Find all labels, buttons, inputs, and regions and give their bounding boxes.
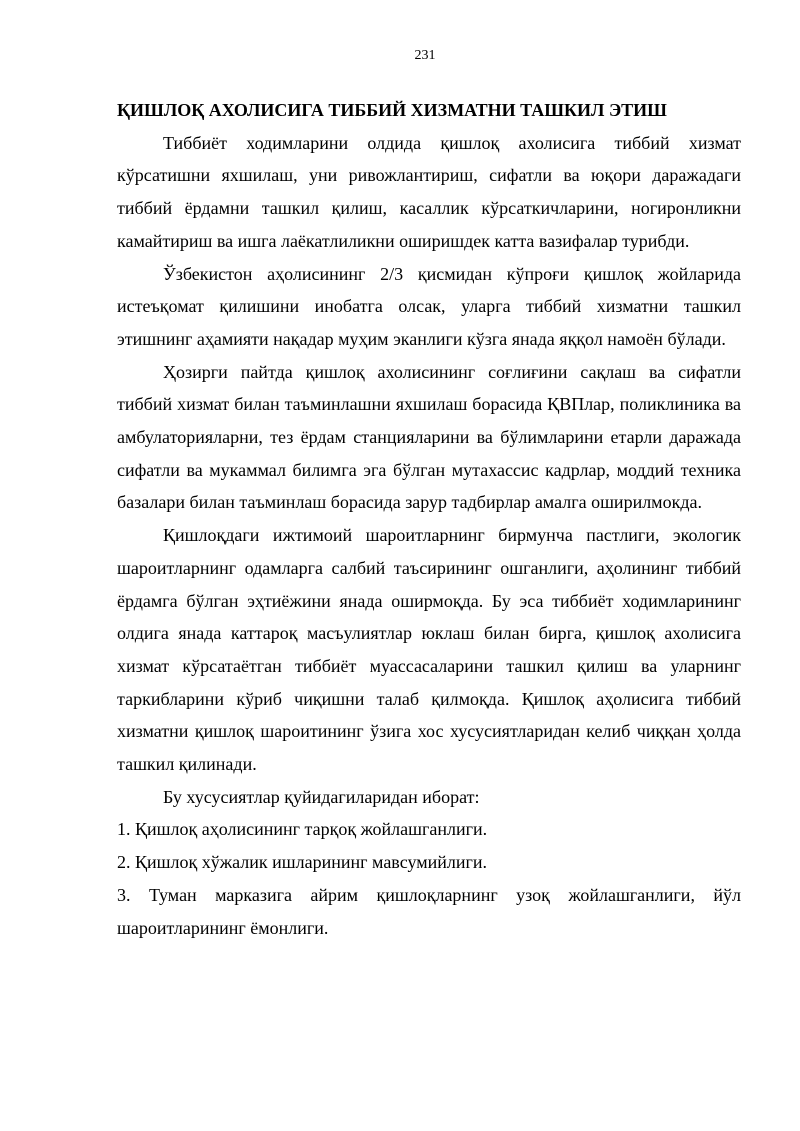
paragraph-4: Қишлоқдаги ижтимоий шароитларнинг бирмунча пастлиги, экологик шароитларнинг одамларга салбий таъсирининг ошганлиги, аҳолининг тиббий ёрдамга бўлган эҳтиёжини янада оширмоқда. Бу эса тиббиёт ходимларининг олдига янада каттароқ масъулиятлар юклаш билан бирга, қишлоқ ахолисига хизмат кўрсатаётган тиббиёт муассасаларини ташкил қилиш ва уларнинг таркибларини кўриб чиқишни талаб қилмоқда. Қишлоқ аҳолисига тиббий хизматни қишлоқ шароитининг ўзига хос хусусиятларидан келиб чиққан ҳолда ташкил қилинади. — [117, 525, 741, 775]
paragraph-5: Бу хусусиятлар қуйидагиларидан иборат: — [163, 786, 480, 807]
list-item: 3. Туман марказига айрим қишлоқларнинг узоқ жойлашганлиги, йўл шароитларининг ёмонлиги. — [117, 884, 741, 938]
document-body — [117, 94, 741, 944]
paragraph-1: Тиббиёт ходимларини олдида қишлоқ ахолисига тиббий хизмат кўрсатишни яхшилаш, уни ривожлантириш, сифатли ва юқори даражадаги тиббий ёрдамни ташкил қилиш, касаллик кўрсаткичларини, ногиронликни камайтириш ва ишга лаёкатлиликни оширишдек катта вазифалар турибди. — [117, 132, 741, 251]
paragraph-2: Ўзбекистон аҳолисининг 2/3 қисмидан кўпроғи қишлоқ жойларида истеъқомат қилишини инобатга олсак, уларга тиббий хизматни ташкил этишнинг аҳамияти нақадар муҳим эканлиги кўзга янада яққол намоён бўлади. — [117, 263, 741, 349]
list-item: 1. Қишлоқ аҳолисининг тарқоқ жойлашганлиги. — [117, 819, 488, 840]
document-title: ҚИШЛОҚ АХОЛИСИГА ТИББИЙ ХИЗМАТНИ ТАШКИЛ ЭТИШ — [117, 100, 667, 120]
page-number: 231 — [414, 48, 436, 63]
list-item: 2. Қишлоқ хўжалик ишларининг мавсумийлиги. — [117, 852, 488, 873]
paragraph-3: Ҳозирги пайтда қишлоқ ахолисининг соғлиғини сақлаш ва сифатли тиббий хизмат билан таъминлашни яхшилаш борасида ҚВПлар, поликлиника ва амбулаторияларни, тез ёрдам станцияларини ва бўлимларини етарли даражада сифатли ва мукаммал билимга эга бўлган мутахассис кадрлар, моддий техника базалари билан таъминлаш борасида зарур тадбирлар амалга оширилмокда. — [117, 361, 741, 513]
